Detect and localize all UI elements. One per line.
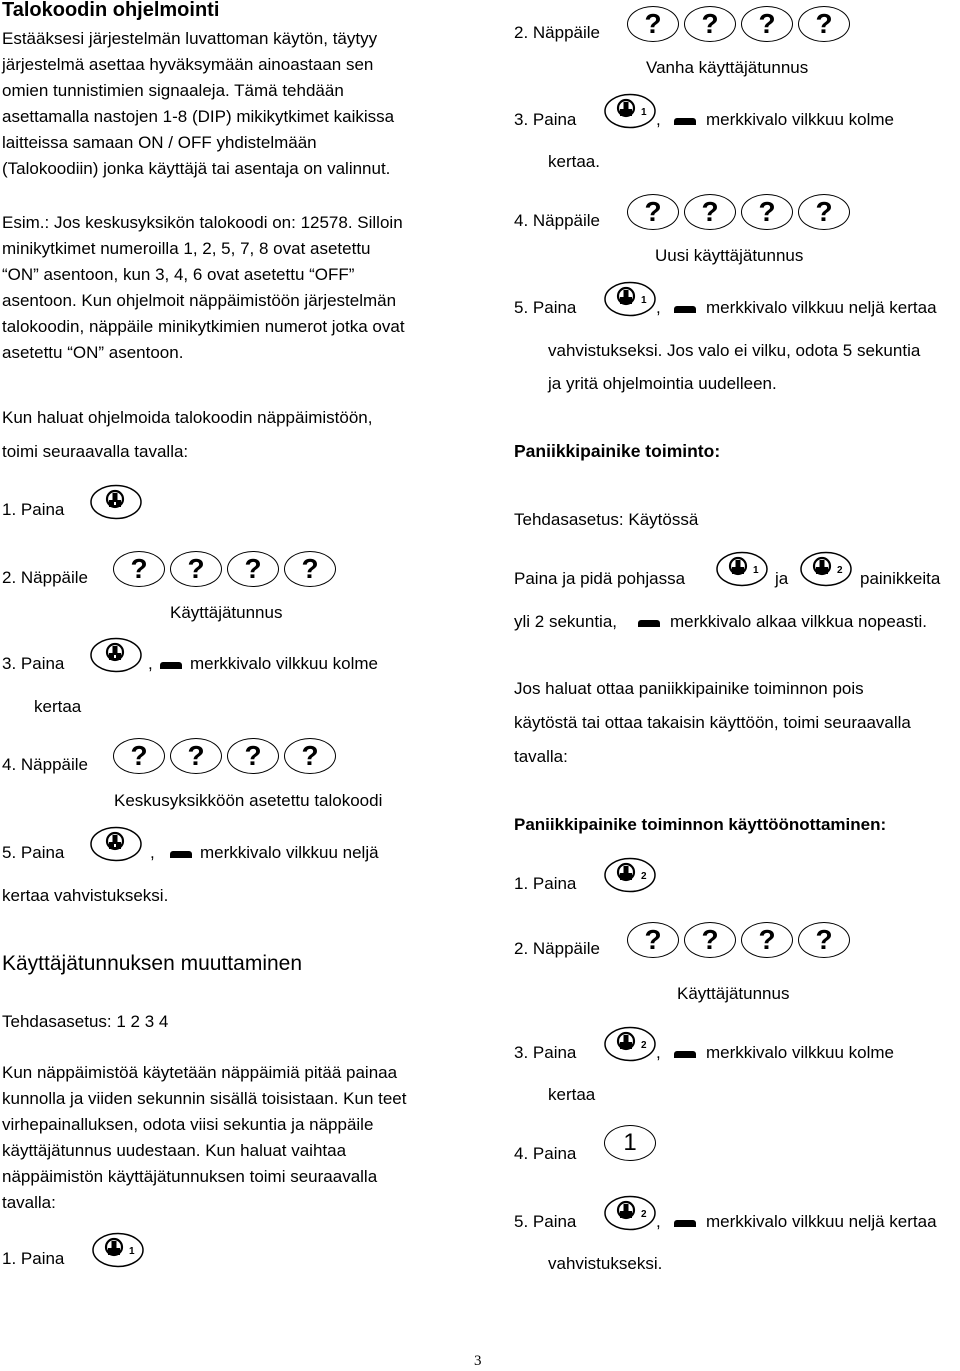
step-1-label: 1. Paina <box>2 1249 65 1268</box>
step-text: merkkivalo alkaa vilkkua nopeasti. <box>670 612 928 631</box>
key-caption: Käyttäjätunnus <box>170 603 283 622</box>
step-5-label: 5. Paina <box>514 298 577 317</box>
lock-key-icon <box>90 484 142 520</box>
key-2-icon <box>800 551 852 587</box>
led-icon <box>674 306 696 313</box>
code-keys <box>627 922 850 958</box>
step-text: vahvistukseksi. <box>548 1254 663 1273</box>
step-1-label: 1. Paina <box>514 874 577 893</box>
comma: , <box>148 654 153 673</box>
text-line: Estääksesi järjestelmän luvattoman käytön, täytyy <box>2 29 378 48</box>
key-2-icon <box>604 857 656 893</box>
step-text: ja <box>775 569 789 588</box>
step-text: ja yritä ohjelmointia uudelleen. <box>548 374 777 393</box>
example-paragraph <box>2 210 446 366</box>
key-caption: Käyttäjätunnus <box>677 984 790 1003</box>
text-line: (Talokoodiin) jonka käyttäjä tai asentaja on valinnut. <box>2 159 391 178</box>
step-4-label: 4. Näppäile <box>2 755 89 774</box>
code-keys <box>627 6 850 42</box>
question-key-icon: ? <box>284 738 336 774</box>
text-line: virhepainalluksen, odota viisi sekuntia ja näppäile <box>2 1115 374 1134</box>
question-key-icon: ? <box>627 922 679 958</box>
text-line: tavalla: <box>514 747 568 766</box>
text-line: asettamalla nastojen 1-8 (DIP) mikikytkimet kaikissa <box>2 107 395 126</box>
text-line: käytöstä tai ottaa takaisin käyttöön, toimi seuraavalla <box>514 713 911 732</box>
step-text: merkkivalo vilkkuu kolme <box>706 110 894 129</box>
text-line: “ON” asentoon, kun 3, 4, 6 ovat asetettu “OFF” <box>2 265 355 284</box>
step-text: vahvistukseksi. Jos valo ei vilku, odota 5 sekuntia <box>548 341 921 360</box>
step-text: kertaa vahvistukseksi. <box>2 886 169 905</box>
text-line: talokoodin, näppäile minikytkimien numerot jotka ovat <box>2 317 405 336</box>
step-5-label: 5. Paina <box>514 1212 577 1231</box>
section-title: Käyttäjätunnuksen muuttaminen <box>2 952 303 975</box>
question-key-icon: ? <box>798 194 850 230</box>
question-key-icon: ? <box>798 6 850 42</box>
question-key-icon: ? <box>741 6 793 42</box>
text-line: käyttäjätunnus uudestaan. Kun haluat vaihtaa <box>2 1141 347 1160</box>
code-keys <box>113 738 336 774</box>
code-keys <box>113 551 336 587</box>
step-3-label: 3. Paina <box>514 1043 577 1062</box>
intro-paragraph <box>2 26 446 182</box>
step-3-label: 3. Paina <box>514 110 577 129</box>
text-line: Esim.: Jos keskusyksikön talokoodi on: 12578. Silloin <box>2 213 403 232</box>
question-key-icon: ? <box>113 738 165 774</box>
page-number: 3 <box>474 1353 482 1369</box>
section-title: Paniikkipainike toiminto: <box>514 441 721 461</box>
number-1-key-icon: 1 <box>604 1125 656 1161</box>
step-text: merkkivalo vilkkuu kolme <box>190 654 378 673</box>
comma: , <box>656 110 661 129</box>
step-3-label: 3. Paina <box>2 654 65 673</box>
step-2-label: 2. Näppäile <box>514 939 601 958</box>
step-text: painikkeita <box>860 569 941 588</box>
factory-setting: Tehdasasetus: 1 2 3 4 <box>2 1012 169 1031</box>
text-line: omien tunnistimien signaaleja. Tämä tehdään <box>2 81 344 100</box>
code-keys <box>627 194 850 230</box>
factory-setting: Tehdasasetus: Käytössä <box>514 510 699 529</box>
step-text: kertaa. <box>548 152 600 171</box>
step-1-label: 1. Paina <box>2 500 65 519</box>
step-text: merkkivalo vilkkuu neljä kertaa <box>706 298 937 317</box>
step-text: merkkivalo vilkkuu neljä <box>200 843 379 862</box>
section2-paragraph <box>2 1060 446 1216</box>
step-text: kertaa <box>548 1085 596 1104</box>
howto-line: toimi seuraavalla tavalla: <box>2 442 189 461</box>
question-key-icon: ? <box>113 551 165 587</box>
question-key-icon: ? <box>227 738 279 774</box>
comma: , <box>656 298 661 317</box>
key-2-icon <box>604 1195 656 1231</box>
question-key-icon: ? <box>684 922 736 958</box>
question-key-icon: ? <box>170 738 222 774</box>
step-text: kertaa <box>34 697 82 716</box>
step-text: Paina ja pidä pohjassa <box>514 569 686 588</box>
key-caption: Keskusyksikköön asetettu talokoodi <box>114 791 383 810</box>
led-icon <box>674 1220 696 1227</box>
comma: , <box>656 1043 661 1062</box>
led-icon <box>170 851 192 858</box>
key-1-icon <box>604 281 656 317</box>
lock-key-icon <box>90 637 142 673</box>
question-key-icon: ? <box>627 6 679 42</box>
question-key-icon: ? <box>170 551 222 587</box>
question-key-icon: ? <box>284 551 336 587</box>
step-2-label: 2. Näppäile <box>2 568 89 587</box>
lock-key-icon <box>90 826 142 862</box>
text-line: Kun näppäimistöä käytetään näppäimiä pitää painaa <box>2 1063 398 1082</box>
key-caption: Uusi käyttäjätunnus <box>655 246 804 265</box>
comma: , <box>656 1212 661 1231</box>
text-line: järjestelmä asettaa hyväksymään ainoastaan sen <box>2 55 374 74</box>
key-caption: Vanha käyttäjätunnus <box>646 58 809 77</box>
step-text: merkkivalo vilkkuu kolme <box>706 1043 894 1062</box>
question-key-icon: ? <box>741 194 793 230</box>
step-4-label: 4. Näppäile <box>514 211 601 230</box>
led-icon <box>638 620 660 627</box>
subsection-title: Paniikkipainike toiminnon käyttöönottaminen: <box>514 815 887 834</box>
text-line: tavalla: <box>2 1193 56 1212</box>
led-icon <box>160 662 182 669</box>
question-key-icon: ? <box>798 922 850 958</box>
step-2-label: 2. Näppäile <box>514 23 601 42</box>
text-line: laitteissa samaan ON / OFF yhdistelmään <box>2 133 317 152</box>
text-line: asentoon. Kun ohjelmoit näppäimistöön järjestelmän <box>2 291 397 310</box>
howto-line: Kun haluat ohjelmoida talokoodin näppäimistöön, <box>2 408 373 427</box>
question-key-icon: ? <box>227 551 279 587</box>
section-title: Talokoodin ohjelmointi <box>2 0 220 21</box>
question-key-icon: ? <box>684 194 736 230</box>
step-5-label: 5. Paina <box>2 843 65 862</box>
led-icon <box>674 1051 696 1058</box>
key-2-icon <box>604 1026 656 1062</box>
key-1-icon <box>92 1232 144 1268</box>
step-text: yli 2 sekuntia, <box>514 612 617 631</box>
question-key-icon: ? <box>684 6 736 42</box>
text-line: näppäimistön käyttäjätunnuksen toimi seuraavalla <box>2 1167 378 1186</box>
key-1-icon <box>716 551 768 587</box>
question-key-icon: ? <box>627 194 679 230</box>
text-line: minikytkimet numeroilla 1, 2, 5, 7, 8 ovat asetettu <box>2 239 371 258</box>
text-line: kunnolla ja viiden sekunnin sisällä toisistaan. Kun teet <box>2 1089 407 1108</box>
step-text: merkkivalo vilkkuu neljä kertaa <box>706 1212 937 1231</box>
question-key-icon: ? <box>741 922 793 958</box>
text-line: Jos haluat ottaa paniikkipainike toiminnon pois <box>514 679 864 698</box>
comma: , <box>150 843 155 862</box>
key-1-icon <box>604 93 656 129</box>
led-icon <box>674 118 696 125</box>
text-line: asetettu “ON” asentoon. <box>2 343 184 362</box>
step-4-label: 4. Paina <box>514 1144 577 1163</box>
